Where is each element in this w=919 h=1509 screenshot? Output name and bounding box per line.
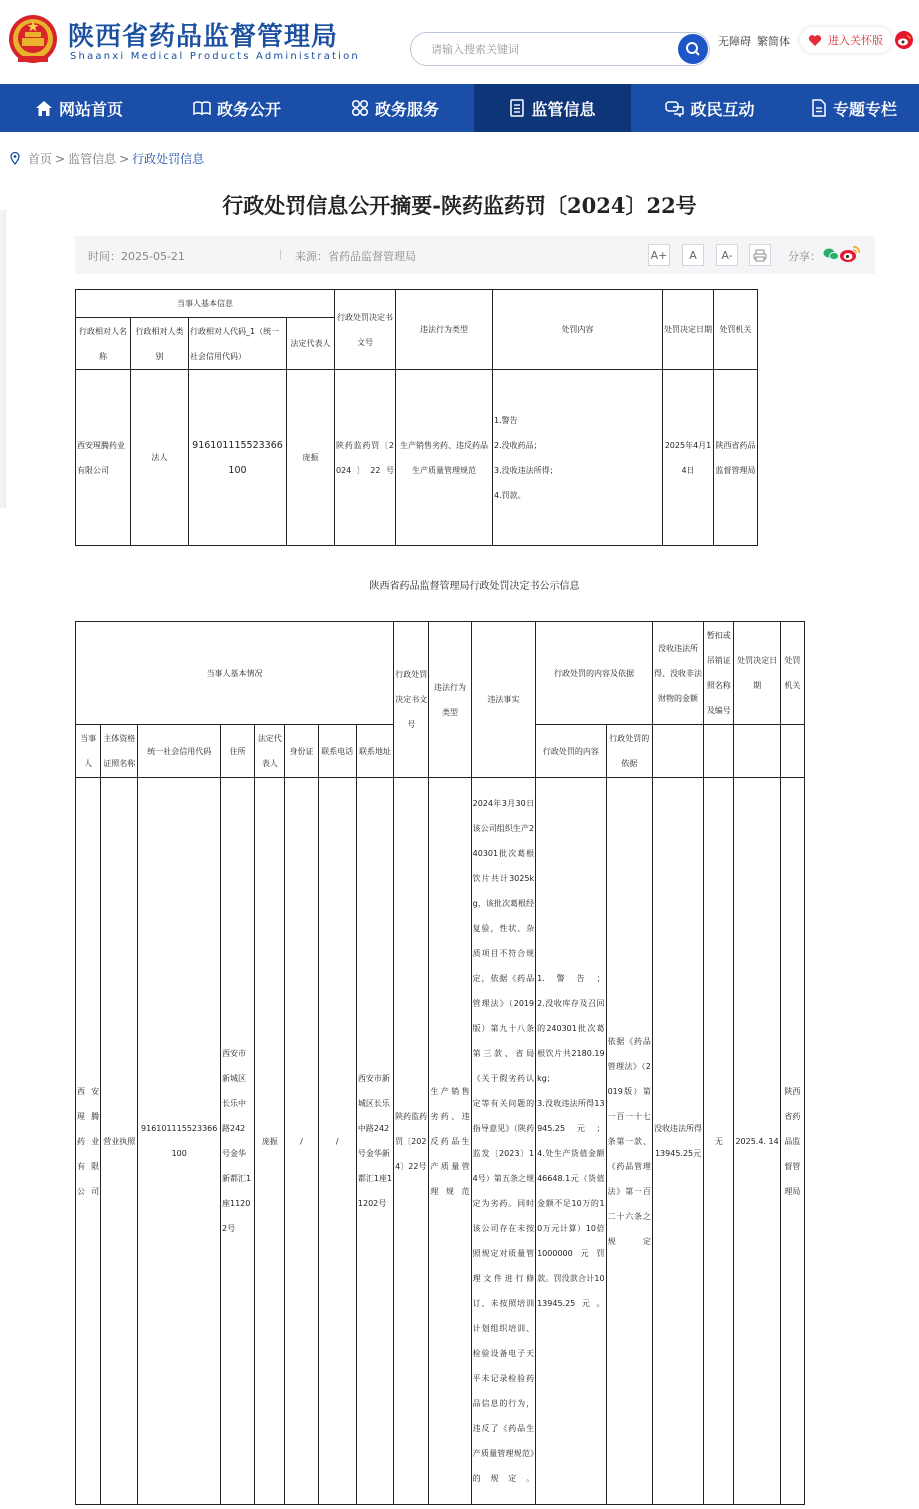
header-legal-rep: 法定代表人: [287, 318, 335, 370]
header-party-category: 行政相对人类别: [131, 318, 189, 370]
header-party-name: 行政相对人名称: [76, 318, 131, 370]
search-icon: [685, 41, 701, 57]
weibo-icon[interactable]: [895, 31, 913, 49]
care-mode-button[interactable]: [800, 27, 892, 53]
header-penalty-content: 处罚内容: [493, 290, 663, 370]
header-address: 住所: [220, 725, 254, 778]
font-normal-button[interactable]: A: [682, 244, 704, 266]
nav-item-supervision[interactable]: [474, 84, 631, 132]
header-decision-no: 行政处罚决定书文号: [394, 622, 429, 778]
cell-legal-rep: 庞振: [255, 778, 285, 1505]
book-icon: [193, 100, 211, 116]
penalty-decision-table: [75, 621, 805, 1505]
header-facts: 违法事实: [471, 622, 535, 778]
weibo-share-icon[interactable]: [839, 244, 861, 264]
search-button[interactable]: [678, 34, 708, 64]
header-authority: 处罚机关: [714, 290, 758, 370]
cell-party: 西安瑆腾药业有限公司: [76, 778, 101, 1505]
nav-item-special-topics[interactable]: [789, 84, 919, 132]
cell-legal-rep: 庞振: [287, 370, 335, 546]
table-row: [76, 778, 805, 1505]
breadcrumb-current[interactable]: 行政处罚信息: [132, 152, 205, 166]
publish-time: 时间：2025-05-21: [88, 250, 185, 263]
nav-item-gov-affairs[interactable]: [158, 84, 316, 132]
nav-item-label: 网站首页: [58, 99, 123, 119]
header-penalty-content: 行政处罚的内容: [536, 725, 606, 778]
care-mode-label: 进入关怀版: [828, 34, 883, 47]
nav-item-label: 政务服务: [374, 99, 439, 119]
wechat-share-icon[interactable]: [823, 247, 839, 261]
breadcrumb-supervision[interactable]: 监管信息: [68, 152, 117, 166]
penalty-group-header: 行政处罚的内容及依据: [536, 622, 653, 725]
header-credit-code: 行政相对人代码_1（统一社会信用代码）: [189, 318, 287, 370]
document-icon: [509, 99, 525, 117]
breadcrumb-separator: >: [55, 151, 66, 166]
meta-divider: [280, 250, 281, 260]
search-box: [410, 32, 710, 66]
heart-icon: [808, 34, 822, 47]
nav-item-label: 政民互动: [690, 99, 755, 119]
header-decision-date-empty: [734, 725, 780, 778]
search-input[interactable]: [431, 33, 671, 65]
file-icon: [811, 99, 827, 117]
font-decrease-button[interactable]: A-: [716, 244, 738, 266]
cell-decision-no: 陕药监药罚〔2024〕22号: [394, 778, 429, 1505]
header-party: 当事人: [76, 725, 101, 778]
print-button[interactable]: [749, 244, 771, 266]
cell-revoke: 无: [704, 778, 734, 1505]
table2-caption: 陕西省药品监督管理局行政处罚决定书公示信息: [369, 581, 580, 592]
breadcrumb-home[interactable]: 首页: [28, 152, 53, 166]
header-decision-no: 行政处罚决定书文号: [335, 290, 396, 370]
cell-decision-date: 2025.4. 14: [734, 778, 780, 1505]
header-phone: 联系电话: [318, 725, 356, 778]
header-license: 主体资格证照名称: [101, 725, 138, 778]
header-confiscated: 没收违法所得、没收非法财物的金额: [652, 622, 703, 725]
cell-credit-code: 916101115523366100: [189, 370, 287, 546]
site-header: [0, 0, 919, 84]
cell-decision-no: 陕药监药罚〔2024〕22号: [335, 370, 396, 546]
cell-penalty-basis: 依据《药品管理法》（2019版）第一百一十七条第一款、《药品管理法》第一百二十六条之规定: [606, 778, 652, 1505]
penalty-summary-table: [75, 289, 758, 546]
header-revoke-empty: [704, 725, 734, 778]
side-float-bar: [0, 210, 6, 508]
party-info-group-header: 当事人基本信息: [76, 290, 335, 318]
header-violation-type: 违法行为类型: [429, 622, 471, 778]
cell-address: 西安市新城区长乐中路242号金华新都汇1座11202号: [220, 778, 254, 1505]
chat-icon: [665, 100, 684, 117]
cell-violation-type: 生产销售劣药、违反药品生产质量管理规范: [429, 778, 471, 1505]
cell-credit-code: 916101115523366100: [138, 778, 221, 1505]
cell-party-name: 西安瑆腾药业有限公司: [76, 370, 131, 546]
cell-authority: 陕西省药品监督管理局: [714, 370, 758, 546]
cell-party-category: 法人: [131, 370, 189, 546]
cell-violation-type: 生产销售劣药、违反药品生产质量管理规范: [396, 370, 493, 546]
article-source: 来源：省药品监督管理局: [295, 250, 416, 263]
nav-item-label: 专题专栏: [832, 99, 897, 119]
header-decision-date: 处罚决定日期: [663, 290, 714, 370]
breadcrumb: [10, 150, 204, 167]
cell-authority: 陕西省药品监督管理局: [780, 778, 804, 1505]
home-icon: [35, 100, 53, 117]
site-title[interactable]: 陕西省药品监督管理局: [68, 22, 339, 52]
header-violation-type: 违法行为类型: [396, 290, 493, 370]
cell-confiscated: 没收违法所得13945.25元: [652, 778, 703, 1505]
cell-penalty-content: 1.警告； 2.没收库存及召回的240301批次葛根饮片共2180.19kg； 3.没收违法所得13945.25元； 4.处生产货值金额46648.1元（货值金额不足10万的10万元计算）10倍1000000元罚款。罚没款合计1013945.25元。: [536, 778, 606, 1505]
font-increase-button[interactable]: A+: [648, 244, 670, 266]
header-credit-code: 统一社会信用代码: [138, 725, 221, 778]
article-meta-bar: [75, 236, 875, 274]
nav-item-label: 政务公开: [216, 99, 281, 119]
nav-item-gov-services[interactable]: [316, 84, 474, 132]
language-switch[interactable]: 繁简体: [757, 35, 790, 48]
header-id-card: 身份证: [285, 725, 318, 778]
cell-penalty-content: 1.警告 2.没收药品； 3.没收违法所得； 4.罚款。: [493, 370, 663, 546]
cell-contact-address: 西安市新城区长乐中路242号金华新都汇1座11202号: [356, 778, 393, 1505]
cell-id-card: /: [285, 778, 318, 1505]
main-nav: [0, 84, 919, 132]
party-situation-group-header: 当事人基本情况: [76, 622, 394, 725]
nav-item-home[interactable]: [0, 84, 158, 132]
nav-item-interaction[interactable]: [631, 84, 789, 132]
clover-icon: [351, 99, 369, 117]
cell-decision-date: 2025年4月14日: [663, 370, 714, 546]
cell-phone: /: [318, 778, 356, 1505]
location-pin-icon: [10, 152, 20, 165]
header-authority: 处罚机关: [780, 622, 804, 725]
header-authority-empty: [780, 725, 804, 778]
header-penalty-basis: 行政处罚的依据: [606, 725, 652, 778]
national-emblem-icon: [8, 12, 58, 66]
header-confiscated-empty: [652, 725, 703, 778]
cell-facts: 2024年3月30日该公司组织生产240301批次葛根饮片共计3025kg，该批次葛根经复验，性状、杂质项目不符合规定，依据《药品管理法》（2019版）第九十八条第三款、省局《关于假劣药认定等有关问题的指导意见》（陕药监发〔2023〕14号）第五条之规定为劣药。同时该公司存在未按照规定对质量管理文件进行修订、未按照培训计划组织培训、检验设备电子天平未记录检验药品信息的行为，违反了《药品生产质量管理规范》的规定。: [471, 778, 535, 1505]
page-title: 行政处罚信息公开摘要-陕药监药罚〔2024〕22号: [222, 193, 697, 218]
cell-license: 营业执照: [101, 778, 138, 1505]
breadcrumb-separator: >: [119, 151, 130, 166]
header-legal-rep: 法定代表人: [255, 725, 285, 778]
accessibility-link[interactable]: 无障碍: [718, 35, 751, 48]
header-decision-date: 处罚决定日期: [734, 622, 780, 725]
site-subtitle: Shaanxi Medical Products Administration: [70, 51, 360, 62]
print-icon: [753, 249, 767, 262]
nav-item-label: 监管信息: [531, 99, 596, 119]
share-label: 分享：: [788, 250, 821, 263]
header-revoke: 暂扣或吊销证照名称及编号: [704, 622, 734, 725]
table-row: [76, 370, 758, 546]
header-contact-address: 联系地址: [356, 725, 393, 778]
